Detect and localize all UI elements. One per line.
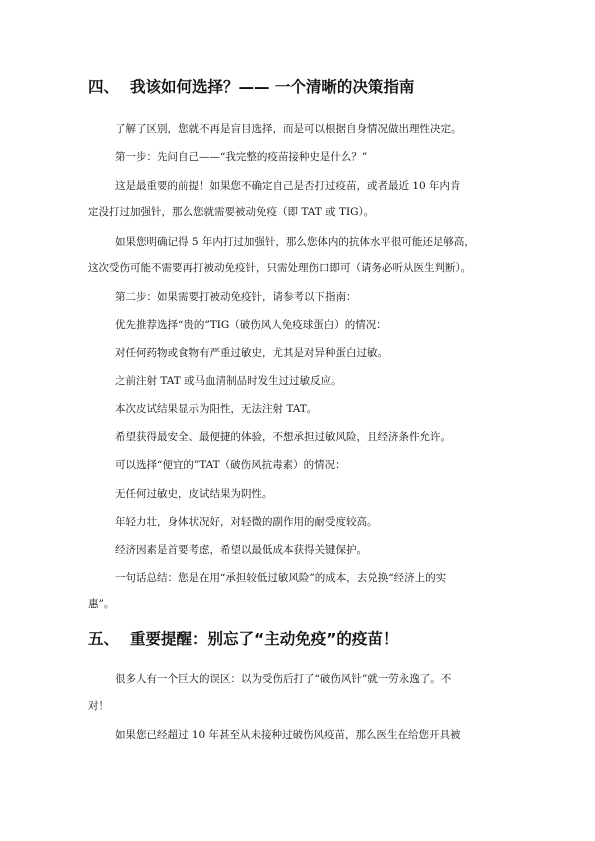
paragraph-continuation: 这次受伤可能不需要再打被动免疫针，只需处理伤口即可（请务必听从医生判断）。 [88,262,472,274]
list-item: 本次皮试结果显示为阳性，无法注射 TAT。 [115,403,318,415]
list-item: 年轻力壮，身体状况好，对轻微的副作用的耐受度较高。 [115,516,378,528]
list-item: 无任何过敏史，皮试结果为阴性。 [115,488,273,500]
paragraph: 如果您已经超过 10 年甚至从未接种过破伤风疫苗，那么医生在给您开具被 [115,729,461,741]
tig-conditions-heading: 优先推荐选择“贵的”TIG（破伤风人免疫球蛋白）的情况： [115,319,387,331]
section-4-number: 四、 [88,78,120,96]
section-5-number: 五、 [88,630,120,648]
step-2-heading: 第二步：如果需要打被动免疫针，请参考以下指南： [115,291,357,303]
list-item: 希望获得最安全、最便捷的体验，不想承担过敏风险，且经济条件允许。 [115,431,451,443]
tat-conditions-heading: 可以选择“便宜的”TAT（破伤风抗毒素）的情况： [115,459,346,471]
section-5-title: 重要提醒：别忘了“主动免疫”的疫苗！ [130,630,399,648]
list-item: 对任何药物或食物有严重过敏史，尤其是对异种蛋白过敏。 [115,347,388,359]
list-item: 经济因素是首要考虑，希望以最低成本获得关键保护。 [115,544,367,556]
summary-paragraph: 一句话总结：您是在用“承担较低过敏风险”的成本，去兑换“经济上的实 [115,572,447,584]
paragraph: 了解了区别，您就不再是盲目选择，而是可以根据自身情况做出理性决定。 [115,123,462,135]
list-item: 之前注射 TAT 或马血清制品时发生过过敏反应。 [115,375,342,387]
paragraph: 如果您明确记得 5 年内打过加强针，那么您体内的抗体水平很可能还足够高， [115,236,475,248]
section-5-heading [88,632,398,648]
paragraph-continuation: 定没打过加强针，那么您就需要被动免疫（即 TAT 或 TIG）。 [88,206,375,218]
step-1-heading: 第一步：先问自己——“我完整的疫苗接种史是什么？” [115,151,368,163]
paragraph-continuation: 对！ [88,700,109,712]
paragraph-continuation: 惠”。 [88,598,115,610]
section-4-title: 我该如何选择？—— 一个清晰的决策指南 [130,78,415,96]
paragraph: 这是最重要的前提！如果您不确定自己是否打过疫苗，或者最近 10 年内肯 [115,180,461,192]
section-4-heading [88,80,414,96]
paragraph: 很多人有一个巨大的误区：以为受伤后打了“破伤风针”就一劳永逸了。不 [115,673,452,685]
